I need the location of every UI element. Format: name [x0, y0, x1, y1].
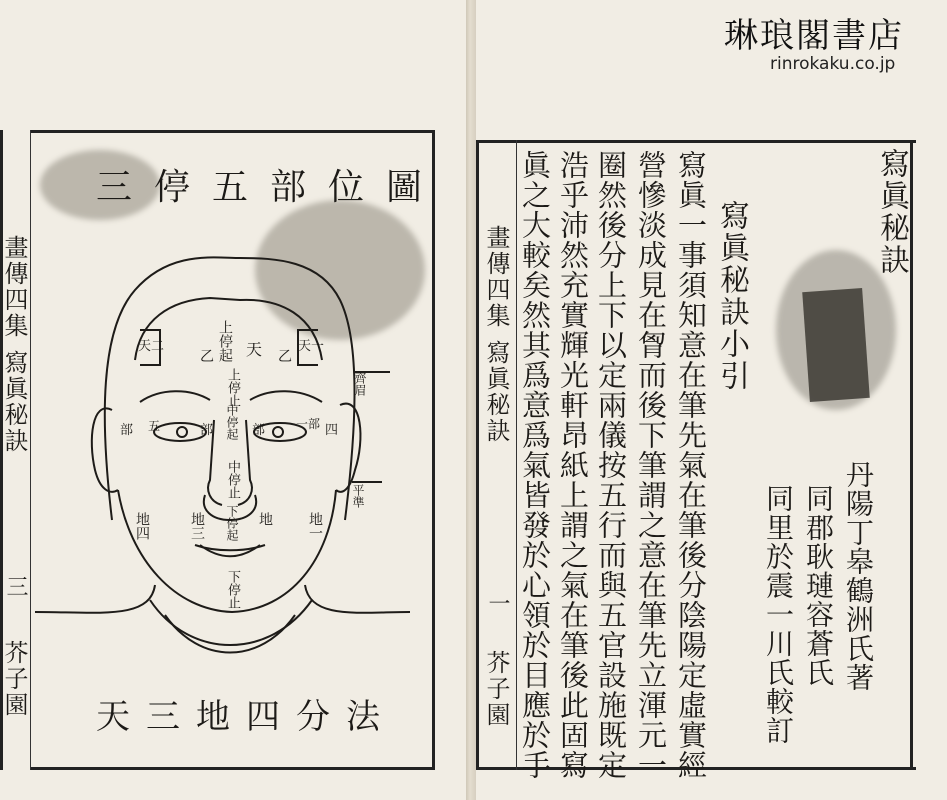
margin-series-label: 畫傳四集	[0, 235, 28, 339]
label-part-right-inner: 部	[252, 423, 266, 438]
frame-rule	[910, 140, 913, 770]
label-part-4: 四	[325, 423, 339, 438]
book-heading: 寫眞秘訣	[874, 148, 909, 276]
label-part-left-inner: 部	[200, 423, 214, 438]
label-upper-stop-end: 上停止	[225, 368, 240, 407]
margin-page-number: 三	[3, 575, 28, 597]
label-lower-stop-start: 下停起	[225, 505, 239, 541]
margin-footer-label: 芥子園	[0, 640, 28, 718]
margin-section-label: 寫眞秘訣	[0, 350, 28, 454]
credit-collaborator: 同郡耿璉容蒼氏	[802, 484, 835, 687]
label-part-5: 五	[148, 419, 161, 433]
right-page	[476, 0, 947, 800]
shop-url-watermark: rinrokaku.co.jp	[770, 54, 896, 74]
label-part-1: 一部	[296, 417, 321, 431]
body-column-2: 營慘淡成見在胷而後下筆謂之意在筆先立渾元一	[634, 150, 668, 780]
label-earth-2: 地	[257, 512, 273, 526]
label-part-left-outer: 部	[120, 423, 134, 438]
label-earth-3: 地三	[189, 512, 205, 540]
body-column-5: 眞之大較矣然其爲意爲氣皆發於心領於目應於手	[518, 150, 552, 780]
shop-name-watermark: 琳琅閣書店	[724, 16, 904, 56]
margin-series-label: 畫傳四集	[482, 225, 510, 329]
margin-page-number: 一	[485, 592, 510, 614]
margin-rule	[516, 140, 517, 770]
label-level-nose: 平準	[351, 484, 365, 508]
credit-editor: 同里於震一川氏較訂	[762, 484, 795, 745]
label-level-brow: 齊眉	[353, 372, 367, 396]
body-column-4: 浩乎沛然充實輝光軒昂紙上謂之氣在筆後此固寫	[556, 150, 590, 780]
label-middle-stop-end: 中停止	[225, 460, 240, 499]
preface-subheading: 寫眞秘訣小引	[714, 200, 749, 392]
label-earth-1: 地一	[307, 512, 323, 540]
label-heaven-center: 天	[246, 340, 263, 359]
diagram-caption: 天三地四分法	[96, 697, 396, 737]
label-yi-right: 乙	[278, 349, 292, 365]
left-page	[0, 0, 466, 800]
label-upper-stop-start: 上停起	[217, 320, 233, 362]
label-heaven-1: 天一	[298, 339, 325, 354]
label-yi-left: 乙	[200, 349, 214, 365]
body-column-1: 寫眞一事須知意在筆先氣在筆後分陰陽定虛實經	[674, 150, 708, 780]
ink-stain	[776, 250, 896, 410]
margin-footer-label: 芥子園	[482, 650, 510, 728]
diagram-title: 三停五部位圖	[96, 167, 445, 208]
label-heaven-2: 天二	[138, 339, 165, 354]
margin-section-label: 寫眞秘訣	[482, 340, 510, 444]
credit-author: 丹陽丁皋鶴洲氏著	[842, 460, 875, 692]
body-column-3: 圈然後分上下以定兩儀按五行而與五官設施既定	[594, 150, 628, 780]
label-earth-4: 地四	[134, 512, 150, 540]
book-gutter	[466, 0, 476, 800]
label-lower-stop-end: 下停止	[225, 570, 240, 609]
label-middle-stop-start: 中停起	[225, 404, 239, 440]
